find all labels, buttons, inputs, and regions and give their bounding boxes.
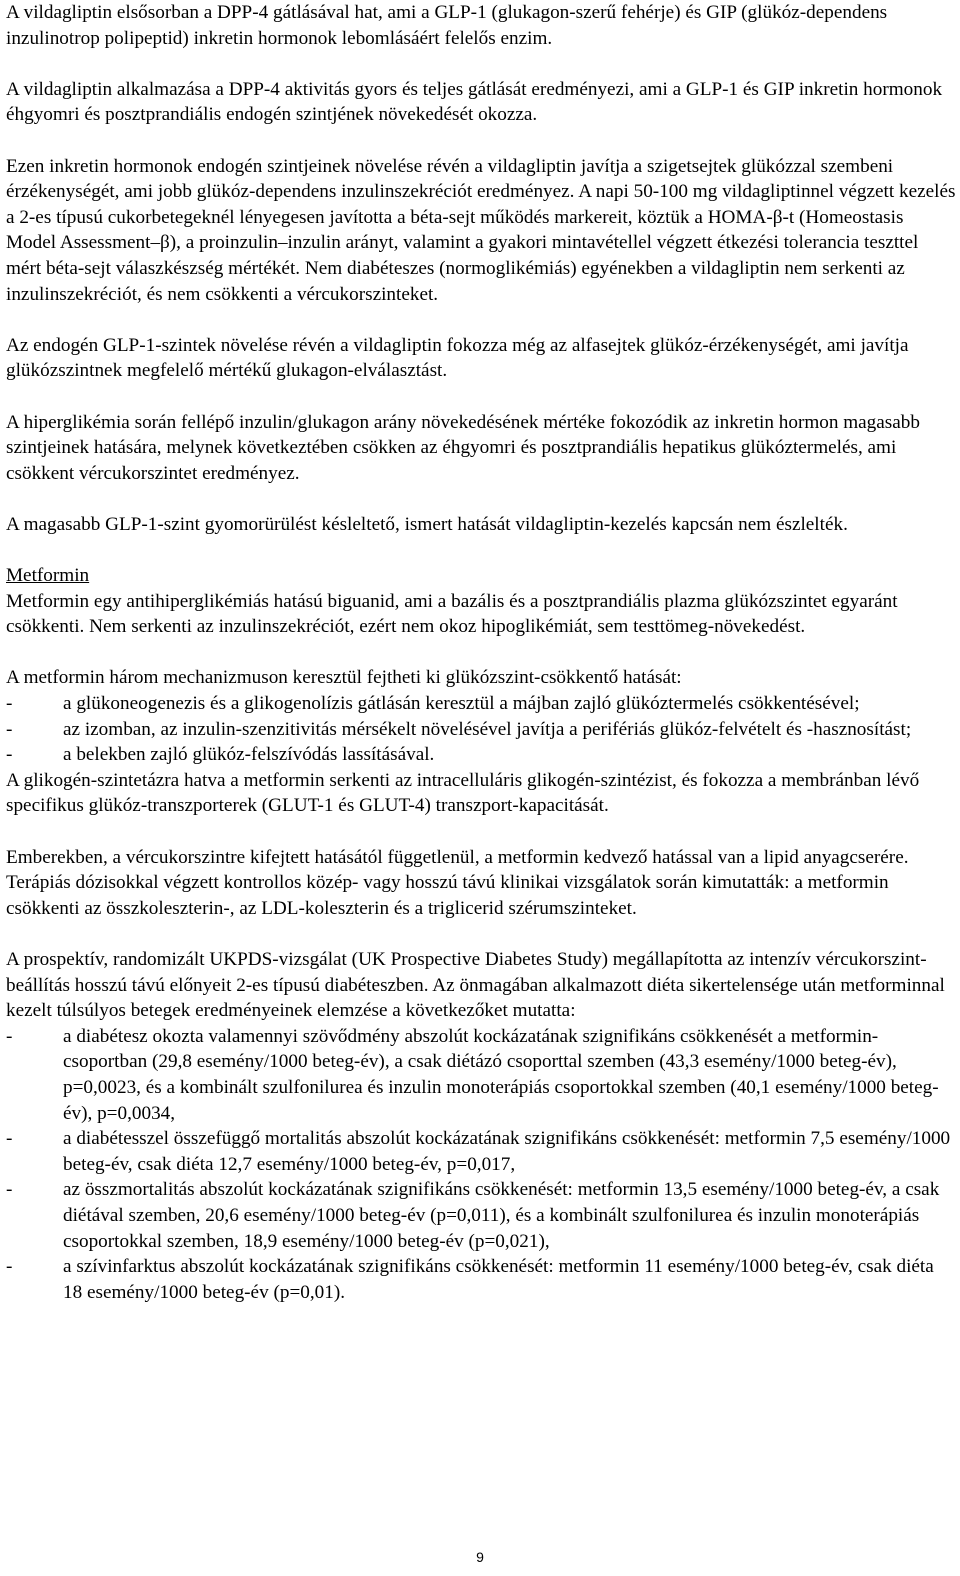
paragraph-hyperglycemia: A hiperglikémia során fellépő inzulin/glukagon arány növekedésének mértéke fokozódik az inkretin hormon magasabb szintjeinek hatására, melynek következtében csökken az éhgyomri és posztprandiális hepatikus glükóztermelés, ami csökkent vércukorszintet eredményez. [6, 411, 920, 484]
paragraph-incretin-effect: Ezen inkretin hormonok endogén szintjeinek növelése révén a vildagliptin javítja a szigetsejtek glükózzal szembeni érzékenységét, ami jobb glükóz-dependens inzulinszekréciót eredményez. A napi 50-100 mg vildagliptinnel végzett kezelés a 2-es típusú cukorbetegeknél lényegesen javította a béta-sejt működés markereit, köztük a HOMA-β-t (Homeostasis Model Assessment–β), a proinzulin–inzulin arányt, valamint a gyakori mintavétellel végzett étkezési tolerancia teszttel mért béta-sejt válaszkészség mértékét. Nem diabéteszes (normoglikémiás) egyénekben a vildagliptin nem serkenti az inzulinszekréciót, és nem csökkenti a vércukorszinteket. [6, 155, 956, 305]
list-item: - az összmortalitás abszolút kockázatának szignifikáns csökkenését: metformin 13,5 esemény/1000 beteg-év, a csak diétával szemben, 20,6 esemény/1000 beteg-év (p=0,011), és a kombinált szulfonilurea és inzulin monoterápiás csoportokkal szemben, 18,9 esemény/1000 beteg-év (p=0,021), [6, 1177, 956, 1254]
list-item: - az izomban, az inzulin-szenzitivitás mérsékelt növelésével javítja a perifériás glükóz-felvételt és -hasznosítást; [6, 717, 956, 743]
section-heading-metformin: Metformin [6, 565, 90, 587]
paragraph-ukpds: A prospektív, randomizált UKPDS-vizsgálat (UK Prospective Diabetes Study) megállapította az intenzív vércukorszint-beállítás hosszú távú előnyeit 2-es típusú diabéteszben. Az önmagában alkalmazott diéta sikertelensége után metforminnal kezelt túlsúlyos betegek eredményeinek elemzése a következőket mutatta: [6, 948, 945, 1022]
paragraph-alpha-cell: Az endogén GLP-1-szintek növelése révén a vildagliptin fokozza még az alfasejtek glükóz-érzékenységét, ami javítja glükózszintnek megfelelő mértékű glukagon-elválasztást. [6, 334, 909, 382]
paragraph-lipid-metabolism: Emberekben, a vércukorszintre kifejtett hatásától függetlenül, a metformin kedvező hatással van a lipid anyagcserére. Terápiás dózisokkal végzett kontrollos közép- vagy hosszú távú klinikai vizsgálatok során kimutatták: a metformin csökkenti az összkoleszterin-, az LDL-koleszterin és a triglicerid szérumszinteket. [6, 846, 909, 919]
mechanism-list [6, 691, 956, 768]
list-item: - a diabétesz okozta valamennyi szövődmény abszolút kockázatának szignifikáns csökkenését a metformin-csoportban (29,8 esemény/1000 beteg-év), a csak diétázó csoporttal szemben (43,3 esemény/1000 beteg-év), p=0,0023, és a kombinált szulfonilurea és inzulin monoterápiás csoportokkal szemben (40,1 esemény/1000 beteg-év), p=0,0034, [6, 1024, 956, 1126]
paragraph-metformin-intro: Metformin egy antihiperglikémiás hatású biguanid, ami a bazális és a posztprandiális plazma glükózszintet egyaránt csökkenti. Nem serkenti az inzulinszekréciót, ezért nem okoz hipoglikémiát, sem testtömeg-növekedést. [6, 590, 898, 638]
paragraph-dpp4-mechanism: A vildagliptin elsősorban a DPP-4 gátlásával hat, ami a GLP-1 (glukagon-szerű fehérje) és GIP (glükóz-dependens inzulinotrop polipeptid) inkretin hormonok lebomlásáért felelős enzim. [6, 2, 888, 49]
paragraph-dpp4-inhibition: A vildagliptin alkalmazása a DPP-4 aktivitás gyors és teljes gátlását eredményezi, ami a GLP-1 és GIP inkretin hormonok éhgyomri és posztprandiális endogén szintjének növekedését okozza. [6, 78, 943, 126]
ukpds-results-list [6, 1024, 956, 1306]
list-item: - a szívinfarktus abszolút kockázatának szignifikáns csökkenését: metformin 11 esemény/1000 beteg-év, csak diéta 18 esemény/1000 beteg-év (p=0,01). [6, 1254, 956, 1305]
paragraph-mechanism-intro: A metformin három mechanizmuson keresztül fejtheti ki glükózszint-csökkentő hatását: [6, 667, 682, 689]
list-item: - a belekben zajló glükóz-felszívódás lassításával. [6, 742, 956, 768]
document-page [6, 0, 956, 1305]
list-item: - a glükoneogenezis és a glikogenolízis gátlásán keresztül a májban zajló glükóztermelés csökkentésével; [6, 691, 956, 717]
page-number: 9 [476, 1549, 484, 1565]
paragraph-gastric-emptying: A magasabb GLP-1-szint gyomorürülést késleltető, ismert hatását vildagliptin-kezelés kapcsán nem észlelték. [6, 513, 848, 535]
list-item: - a diabétesszel összefüggő mortalitás abszolút kockázatának szignifikáns csökkenését: metformin 7,5 esemény/1000 beteg-év, csak diéta 12,7 esemény/1000 beteg-év, p=0,017, [6, 1126, 956, 1177]
paragraph-glycogen-synthase: A glikogén-szintetázra hatva a metformin serkenti az intracelluláris glikogén-szintézist, és fokozza a membránban lévő specifikus glükóz-transzporterek (GLUT-1 és GLUT-4) transzport-kapacitását. [6, 769, 920, 817]
